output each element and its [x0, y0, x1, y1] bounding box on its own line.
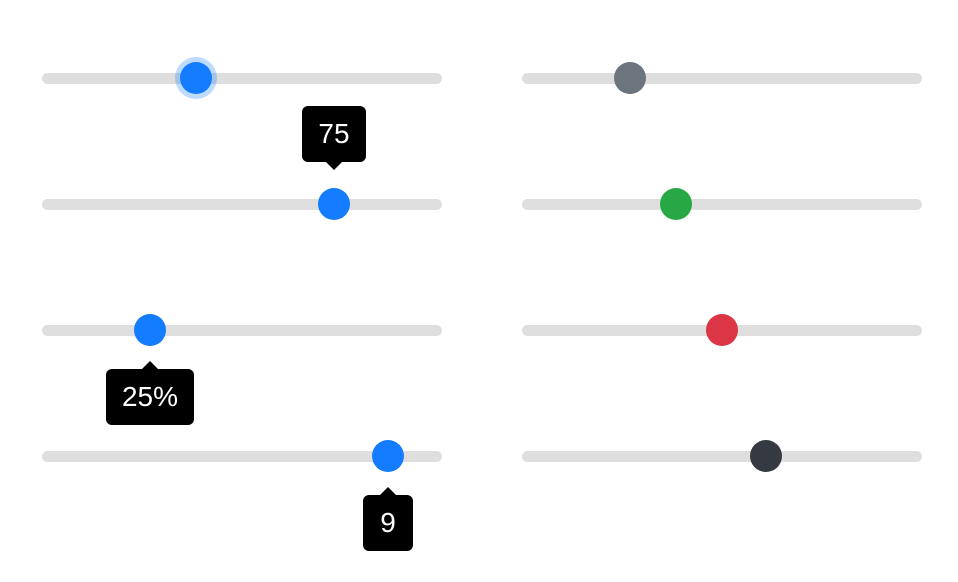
slider-thumb[interactable] — [372, 440, 404, 472]
slider-dark[interactable] — [522, 436, 922, 476]
slider-success[interactable] — [522, 184, 922, 224]
slider-thumb[interactable] — [660, 188, 692, 220]
slider-track[interactable] — [42, 325, 442, 336]
slider-track[interactable] — [42, 73, 442, 84]
slider-secondary[interactable] — [522, 58, 922, 98]
slider-track[interactable] — [522, 73, 922, 84]
slider-track[interactable] — [522, 451, 922, 462]
slider-thumb[interactable] — [750, 440, 782, 472]
slider-thumb[interactable] — [318, 188, 350, 220]
slider-thumb[interactable] — [134, 314, 166, 346]
slider-thumb[interactable] — [614, 62, 646, 94]
slider-thumb[interactable] — [180, 62, 212, 94]
slider-danger[interactable] — [522, 310, 922, 350]
slider-track[interactable] — [42, 199, 442, 210]
slider-tooltip-percent[interactable] — [42, 310, 442, 412]
value-tooltip: 25% — [106, 369, 194, 425]
value-tooltip: 9 — [363, 495, 413, 551]
slider-track[interactable] — [522, 199, 922, 210]
slider-focused[interactable] — [42, 58, 442, 98]
slider-thumb[interactable] — [706, 314, 738, 346]
slider-tooltip-value[interactable] — [42, 118, 442, 224]
slider-tooltip-small[interactable] — [42, 436, 442, 538]
value-tooltip: 75 — [302, 106, 366, 162]
